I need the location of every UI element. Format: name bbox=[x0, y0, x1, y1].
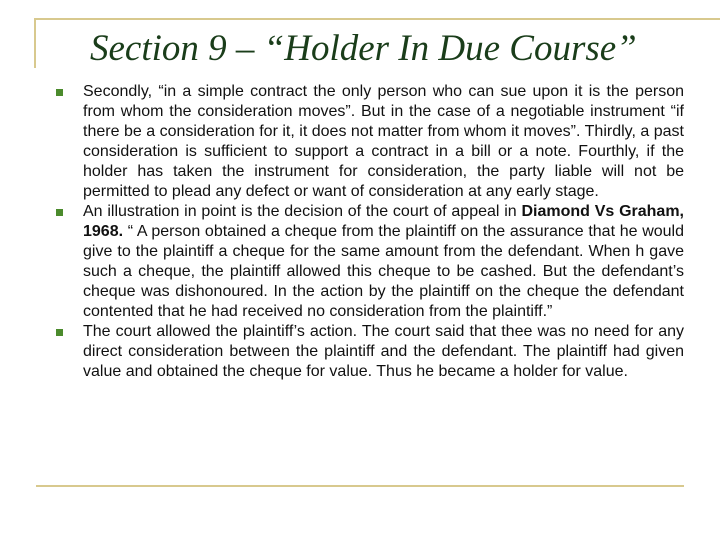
bullet-text-1: Secondly, “in a simple contract the only person who can sue upon it is the person from whom the consideration moves”. But in the case of a negotiable instrument “if there be a consideration for it, it does not matter from whom it moves”. Thirdly, a past consideration is sufficient to support a contract in a bill or a note. Fourthly, if the holder has taken the instrument for consideration, the party liable will not be permitted to plead any defect or want of consideration at any early stage. bbox=[83, 83, 684, 200]
square-bullet-icon bbox=[56, 89, 63, 96]
bullet-list bbox=[52, 82, 684, 382]
bullet-item-3 bbox=[52, 322, 684, 382]
bullet-item-1 bbox=[52, 82, 684, 202]
bullet-text-2-lead: An illustration in point is the decision of the court of appeal in bbox=[83, 203, 522, 220]
left-rule bbox=[34, 18, 36, 68]
bottom-rule bbox=[36, 485, 684, 487]
top-rule bbox=[34, 18, 720, 20]
slide-title: Section 9 – “Holder In Due Course” bbox=[90, 28, 637, 69]
square-bullet-icon bbox=[56, 329, 63, 336]
case-citation: Diamond Vs Graham, 1968. bbox=[83, 203, 684, 240]
bullet-text-2-rest: “ A person obtained a cheque from the plaintiff on the assurance that he would give to the plaintiff a cheque for the same amount from the defendant. When h gave such a cheque, the plaintiff allowed this cheque to be cashed. But the defendant’s cheque was dishonoured. In the action by the plaintiff on the cheque the defendant contented that he had received no consideration from the plaintiff.” bbox=[83, 223, 684, 320]
bullet-item-2 bbox=[52, 202, 684, 322]
square-bullet-icon bbox=[56, 209, 63, 216]
bullet-text-3: The court allowed the plaintiff’s action. The court said that thee was no need for any direct consideration between the plaintiff and the defendant. The plaintiff had given value and obtained the cheque for value. Thus he became a holder for value. bbox=[83, 323, 684, 380]
